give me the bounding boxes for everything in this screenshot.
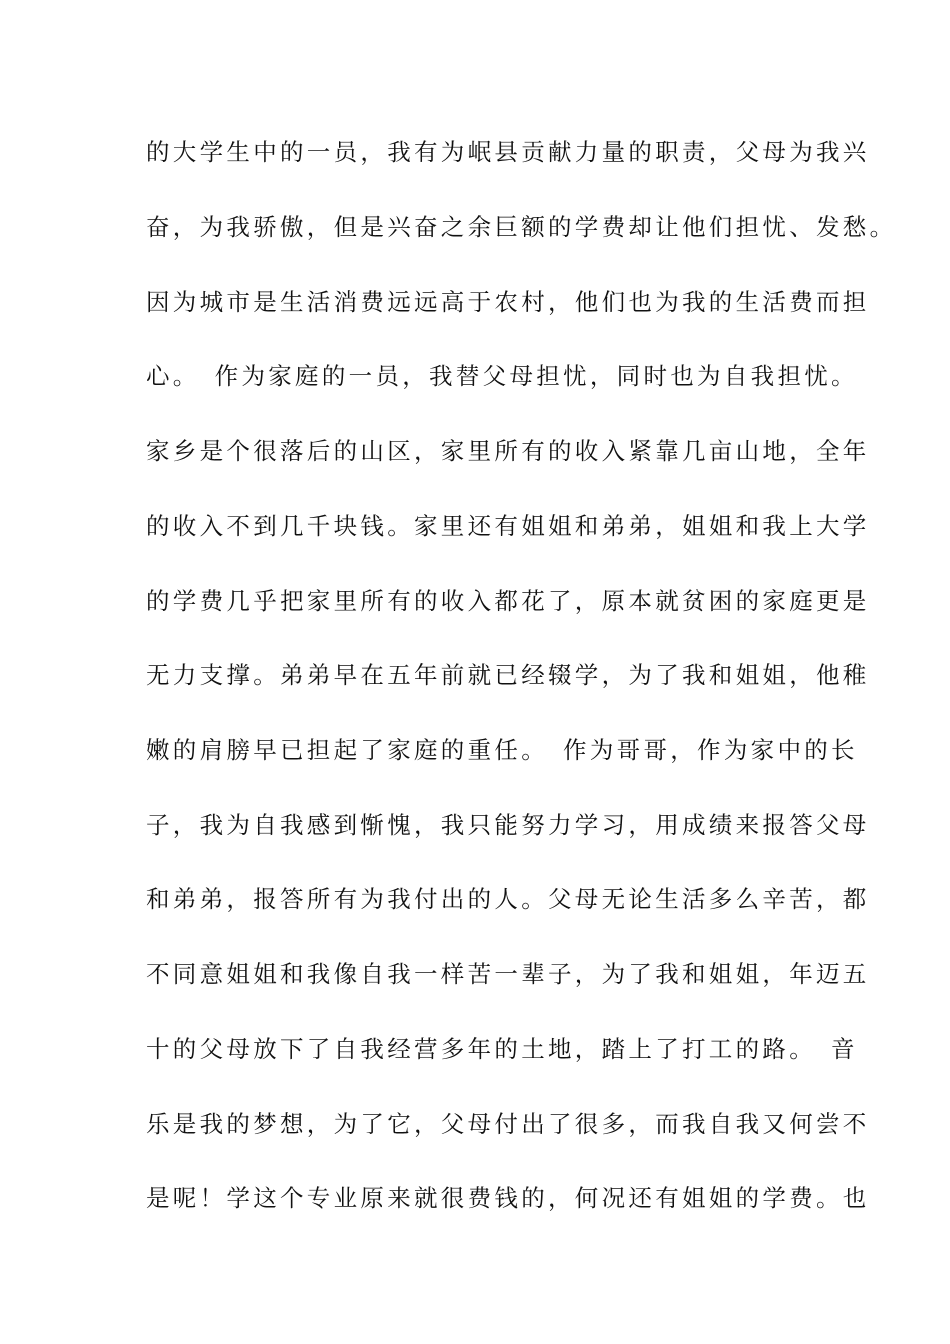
text-line-8: 无力支撑。弟弟早在五年前就已经辍学，为了我和姐姐，他稚 [146, 661, 870, 689]
text-line-2: 奋，为我骄傲，但是兴奋之余巨额的学费却让他们担忧、发愁。 [146, 213, 897, 241]
text-line-11: 和弟弟，报答所有为我付出的人。父母无论生活多么辛苦，都 [146, 885, 870, 913]
text-line-3: 因为城市是生活消费远远高于农村，他们也为我的生活费而担 [146, 288, 870, 316]
text-line-7: 的学费几乎把家里所有的收入都花了，原本就贫困的家庭更是 [146, 587, 870, 615]
text-line-15: 是呢！学这个专业原来就很费钱的，何况还有姐姐的学费。也 [146, 1184, 870, 1212]
text-line-14: 乐是我的梦想，为了它，父母付出了很多，而我自我又何尝不 [146, 1110, 870, 1138]
text-line-13: 十的父母放下了自我经营多年的土地，踏上了打工的路。 音 [146, 1035, 858, 1063]
text-line-1: 的大学生中的一员，我有为岷县贡献力量的职责，父母为我兴 [146, 138, 870, 166]
text-line-4: 心。 作为家庭的一员，我替父母担忧，同时也为自我担忧。 [146, 362, 858, 390]
text-line-9: 嫩的肩膀早已担起了家庭的重任。 作为哥哥，作为家中的长 [146, 736, 858, 764]
text-line-10: 子，我为自我感到惭愧，我只能努力学习，用成绩来报答父母 [146, 811, 870, 839]
text-line-6: 的收入不到几千块钱。家里还有姐姐和弟弟，姐姐和我上大学 [146, 512, 870, 540]
text-line-5: 家乡是个很落后的山区，家里所有的收入紧靠几亩山地，全年 [146, 437, 870, 465]
text-line-12: 不同意姐姐和我像自我一样苦一辈子，为了我和姐姐，年迈五 [146, 960, 870, 988]
